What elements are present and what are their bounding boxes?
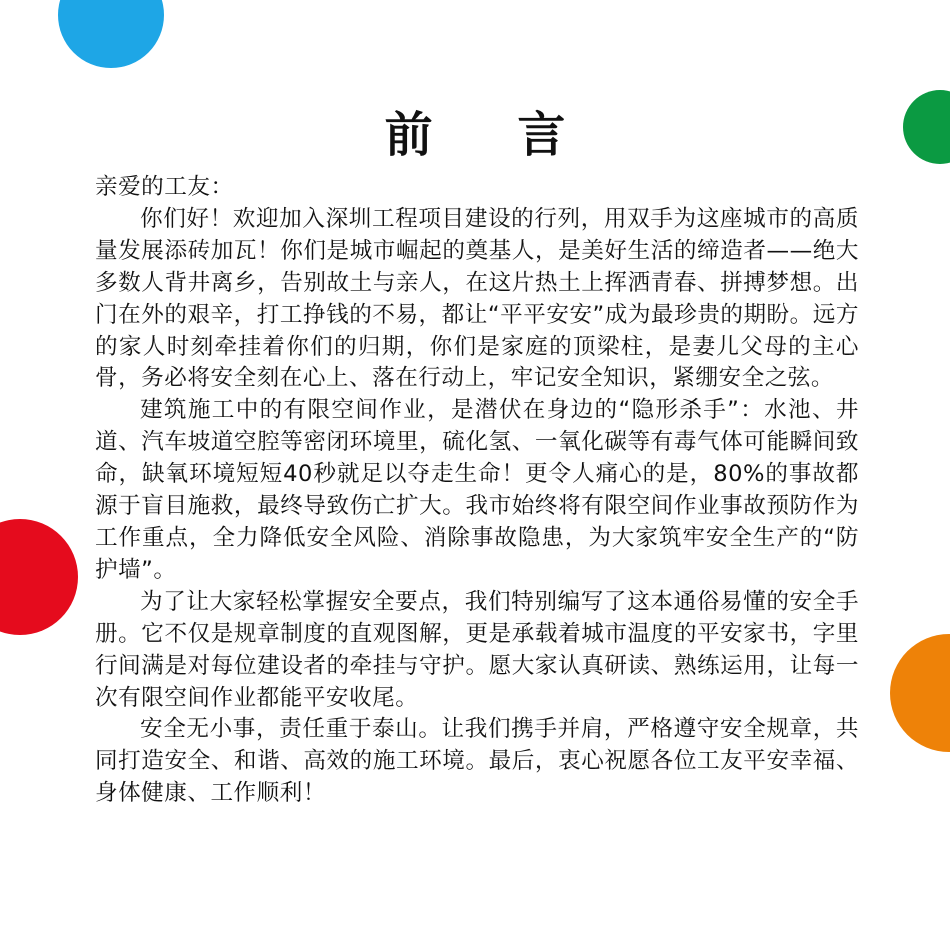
- paragraph-closing-wishes: 安全无小事，责任重于泰山。让我们携手并肩，严格遵守安全规章，共同打造安全、和谐、高效的施工环境。最后，衷心祝愿各位工友平安幸福、身体健康、工作顺利！: [95, 716, 859, 807]
- decorative-circle-red: [0, 519, 78, 635]
- paragraph-confined-space-danger: 建筑施工中的有限空间作业，是潜伏在身边的“隐形杀手”：水池、井道、汽车坡道空腔等密闭环境里，硫化氢、一氧化碳等有毒气体可能瞬间致命，缺氧环境短短40秒就足以夺走生命！更令人痛心的是，80%的事故都源于盲目施救，最终导致伤亡扩大。我市始终将有限空间作业事故预防作为工作重点，全力降低安全风险、消除事故隐患，为大家筑牢安全生产的“防护墙”。: [95, 397, 859, 583]
- preface-body: [95, 172, 859, 810]
- salutation: 亲爱的工友：: [95, 174, 234, 200]
- decorative-circle-orange: [890, 634, 950, 752]
- page-title: 前 言: [384, 107, 600, 164]
- paragraph-handbook-intro: 为了让大家轻松掌握安全要点，我们特别编写了这本通俗易懂的安全手册。它不仅是规章制度的直观图解，更是承载着城市温度的平安家书，字里行间满是对每位建设者的牵挂与守护。愿大家认真研读、熟练运用，让每一次有限空间作业都能平安收尾。: [95, 588, 859, 711]
- decorative-circle-blue: [58, 0, 164, 68]
- paragraph-welcome: 你们好！欢迎加入深圳工程项目建设的行列，用双手为这座城市的高质量发展添砖加瓦！你们是城市崛起的奠基人，是美好生活的缔造者——绝大多数人背井离乡，告别故土与亲人，在这片热土上挥洒青春、拼搏梦想。出门在外的艰辛，打工挣钱的不易，都让“平平安安”成为最珍贵的期盼。远方的家人时刻牵挂着你们的归期，你们是家庭的顶梁柱，是妻儿父母的主心骨，务必将安全刻在心上、落在行动上，牢记安全知识，紧绷安全之弦。: [95, 205, 859, 392]
